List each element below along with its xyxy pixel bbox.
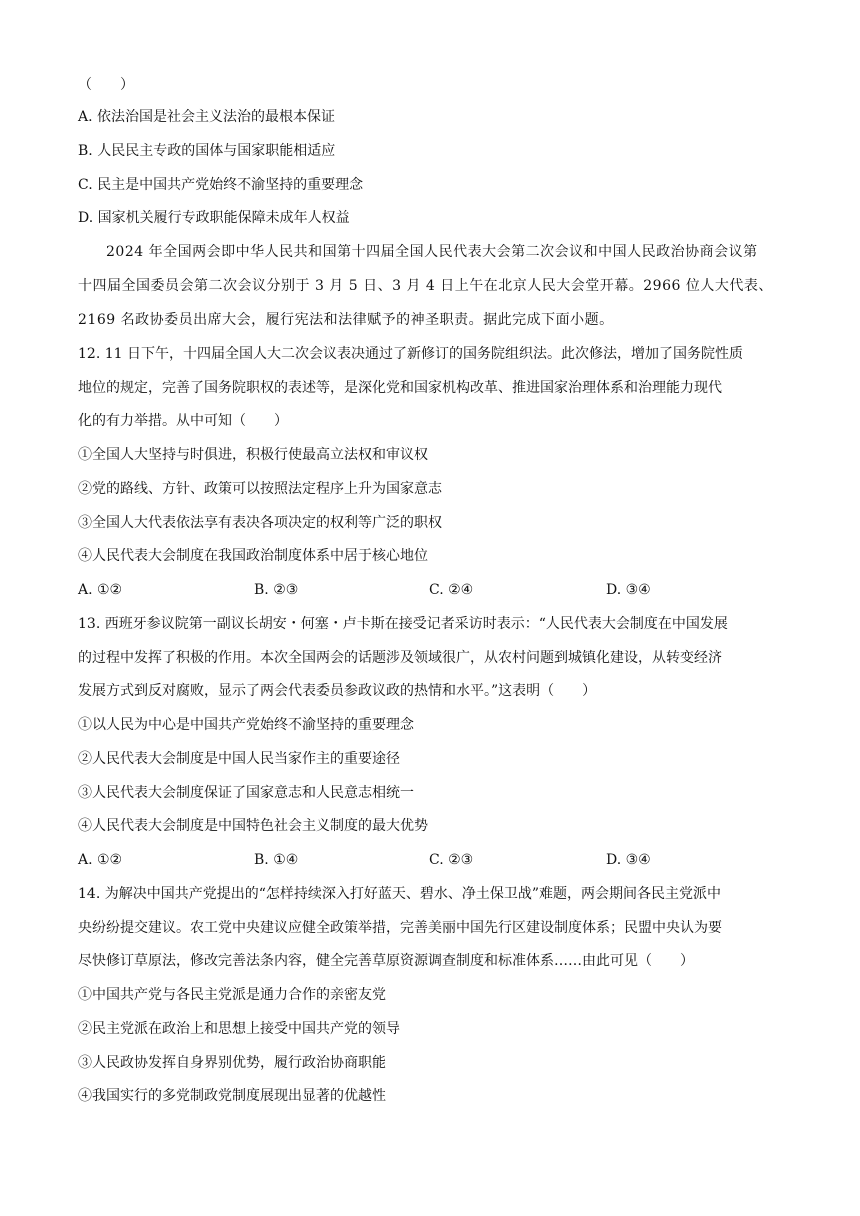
q13-choice-c: C. ②③ (429, 852, 474, 868)
q13-item-1: ①以人民为中心是中国共产党始终不渝坚持的重要理念 (78, 717, 414, 733)
q14-stem-line-2: 央纷纷提交建议。农工党中央建议应健全政策举措，完善美丽中国先行区建设制度体系；民盟中央认为要 (78, 920, 722, 936)
q12-stem-line-2: 地位的规定，完善了国务院职权的表述等，是深化党和国家机构改革、推进国家治理体系和治理能力现代 (78, 380, 722, 396)
material-line-1: 2024 年全国两会即中华人民共和国第十四届全国人民代表大会第二次会议和中国人民政治协商会议第 (106, 244, 758, 260)
q12-item-2: ②党的路线、方针、政策可以按照法定程序上升为国家意志 (78, 481, 442, 497)
q14-stem-line-1: 14. 为解决中国共产党提出的“怎样持续深入打好蓝天、碧水、净土保卫战”难题，两会期间各民主党派中 (78, 886, 722, 902)
q13-item-3: ③人民代表大会制度保证了国家意志和人民意志相统一 (78, 785, 414, 801)
q11-option-a: A. 依法治国是社会主义法治的最根本保证 (78, 109, 336, 125)
q11-option-d: D. 国家机关履行专政职能保障未成年人权益 (78, 210, 350, 226)
q14-item-1: ①中国共产党与各民主党派是通力合作的亲密友党 (78, 987, 386, 1003)
q13-stem-line-3: 发展方式到反对腐败，显示了两会代表委员参政议政的热情和水平。”这表明（ ） (78, 683, 597, 699)
material-line-3: 2169 名政协委员出席大会，履行宪法和法律赋予的神圣职责。据此完成下面小题。 (78, 312, 614, 328)
q12-item-1: ①全国人大坚持与时俱进，积极行使最高立法权和审议权 (78, 447, 428, 463)
q14-stem-line-3: 尽快修订草原法，修改完善法条内容，健全完善草原资源调查制度和标准体系……由此可见（ ） (78, 953, 694, 969)
q13-item-2: ②人民代表大会制度是中国人民当家作主的重要途径 (78, 751, 400, 767)
q12-stem-line-3: 化的有力举措。从中可知（ ） (78, 413, 288, 429)
q14-item-2: ②民主党派在政治上和思想上接受中国共产党的领导 (78, 1021, 400, 1037)
material-line-2: 十四届全国委员会第二次会议分别于 3 月 5 日、3 月 4 日上午在北京人民大会堂开幕。2966 位人大代表、 (78, 278, 773, 294)
q12-choice-b: B. ②③ (254, 582, 299, 598)
q14-item-4: ④我国实行的多党制政党制度展现出显著的优越性 (78, 1088, 386, 1104)
q12-item-3: ③全国人大代表依法享有表决各项决定的权利等广泛的职权 (78, 515, 442, 531)
q13-choice-a: A. ①② (78, 852, 123, 868)
q12-choice-c: C. ②④ (429, 582, 474, 598)
q12-choice-d: D. ③④ (606, 582, 651, 598)
q13-stem-line-2: 的过程中发挥了积极的作用。本次全国两会的话题涉及领域很广，从农村问题到城镇化建设，从转变经济 (78, 650, 722, 666)
q13-choice-d: D. ③④ (606, 852, 651, 868)
q13-item-4: ④人民代表大会制度是中国特色社会主义制度的最大优势 (78, 818, 428, 834)
q13-stem-line-1: 13. 西班牙参议院第一副议长胡安・何塞・卢卡斯在接受记者采访时表示：“人民代表大会制度在中国发展 (78, 616, 728, 632)
q11-option-b: B. 人民民主专政的国体与国家职能相适应 (78, 143, 336, 159)
q11-option-c: C. 民主是中国共产党始终不渝坚持的重要理念 (78, 177, 364, 193)
q12-choice-a: A. ①② (78, 582, 123, 598)
q11-answer-bracket: （ ） (78, 77, 134, 93)
q14-item-3: ③人民政协发挥自身界别优势，履行政治协商职能 (78, 1055, 386, 1071)
q12-stem-line-1: 12. 11 日下午，十四届全国人大二次会议表决通过了新修订的国务院组织法。此次修法，增加了国务院性质 (78, 346, 743, 362)
q12-item-4: ④人民代表大会制度在我国政治制度体系中居于核心地位 (78, 548, 428, 564)
q13-choice-b: B. ①④ (254, 852, 299, 868)
